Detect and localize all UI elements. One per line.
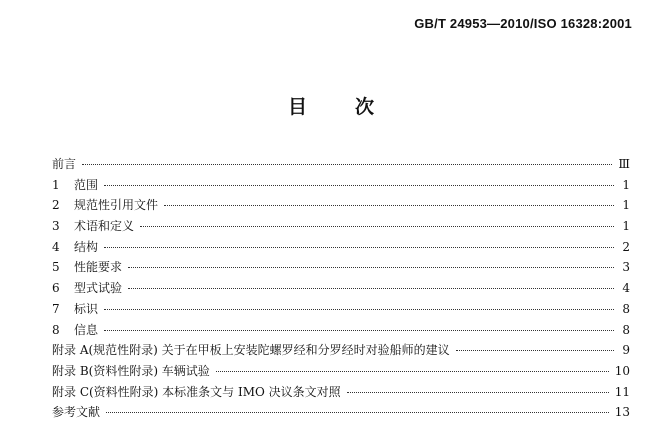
toc-entry-page: 9 xyxy=(622,343,630,358)
toc-entry-label: 参考文献 xyxy=(52,405,101,420)
toc-leader-dots xyxy=(216,371,609,372)
toc-entry-foreword[interactable] xyxy=(52,154,630,175)
toc-entry-page: 8 xyxy=(622,301,630,316)
toc-title-char-1: 目 xyxy=(287,96,307,118)
toc-entry-performance[interactable] xyxy=(52,257,630,278)
toc-entry-number: 1 xyxy=(52,177,60,192)
toc-entry-label: 信息 xyxy=(74,322,99,337)
toc-leader-dots xyxy=(106,412,609,413)
toc-entry-marking[interactable] xyxy=(52,299,630,320)
toc-entry-page: 13 xyxy=(614,405,630,420)
toc-entry-number: 8 xyxy=(52,322,60,337)
toc-entry-number: 3 xyxy=(52,219,60,234)
toc-entry-information[interactable] xyxy=(52,320,630,341)
toc-title-char-2: 次 xyxy=(355,96,375,118)
toc-leader-dots xyxy=(164,205,614,206)
toc-entry-label: 术语和定义 xyxy=(74,219,135,234)
toc-entry-type-test[interactable] xyxy=(52,278,630,299)
toc-leader-dots xyxy=(140,226,614,227)
toc-entry-number: 7 xyxy=(52,301,60,316)
toc-leader-dots xyxy=(347,392,609,393)
toc-entry-label: 附录 C(资料性附录) 本标准条文与 IMO 决议条文对照 xyxy=(52,384,341,399)
toc-entry-label: 附录 B(资料性附录) 车辆试验 xyxy=(52,363,210,378)
toc-leader-dots xyxy=(456,350,614,351)
toc-entry-page: 11 xyxy=(614,384,630,399)
toc-entry-number: 5 xyxy=(52,260,60,275)
toc-entry-page: 3 xyxy=(622,260,630,275)
toc-entry-number: 6 xyxy=(52,281,60,296)
toc-entry-label: 型式试验 xyxy=(74,281,123,296)
toc-entry-label: 规范性引用文件 xyxy=(74,198,159,213)
toc-entry-label: 范围 xyxy=(74,177,99,192)
toc-entry-page: 1 xyxy=(622,198,630,213)
toc-entry-page: 8 xyxy=(622,322,630,337)
toc-entry-page: 1 xyxy=(622,177,630,192)
toc-entry-label: 性能要求 xyxy=(74,260,123,275)
toc-entry-page: Ⅲ xyxy=(618,157,630,171)
toc-entry-page: 2 xyxy=(622,239,630,254)
toc-leader-dots xyxy=(104,185,614,186)
toc-entry-terms-definitions[interactable] xyxy=(52,216,630,237)
toc-entry-number: 4 xyxy=(52,239,60,254)
toc-entry-normative-references[interactable] xyxy=(52,195,630,216)
toc-entry-page: 4 xyxy=(622,281,630,296)
toc-leader-dots xyxy=(128,267,614,268)
toc-entry-page: 10 xyxy=(614,363,630,378)
toc-entry-label: 附录 A(规范性附录) 关于在甲板上安装陀螺罗经和分罗经时对验船师的建议 xyxy=(52,343,450,358)
toc-entry-number: 2 xyxy=(52,198,60,213)
toc-entry-label: 标识 xyxy=(74,301,99,316)
toc-entry-label: 结构 xyxy=(74,239,99,254)
toc-entry-bibliography[interactable] xyxy=(52,402,630,423)
toc-entry-scope[interactable] xyxy=(52,175,630,196)
toc-leader-dots xyxy=(82,164,612,165)
toc-entry-annex-a[interactable] xyxy=(52,340,630,361)
toc-leader-dots xyxy=(104,309,614,310)
toc-entry-label: 前言 xyxy=(52,157,77,171)
toc-leader-dots xyxy=(128,288,614,289)
toc-title xyxy=(0,92,662,119)
toc-leader-dots xyxy=(104,330,614,331)
toc-entry-page: 1 xyxy=(622,219,630,234)
toc-entry-construction[interactable] xyxy=(52,237,630,258)
toc-leader-dots xyxy=(104,247,614,248)
standard-number: GB/T 24953—2010/ISO 16328:2001 xyxy=(414,16,632,31)
table-of-contents xyxy=(52,154,630,423)
toc-entry-annex-c[interactable] xyxy=(52,382,630,403)
toc-entry-annex-b[interactable] xyxy=(52,361,630,382)
